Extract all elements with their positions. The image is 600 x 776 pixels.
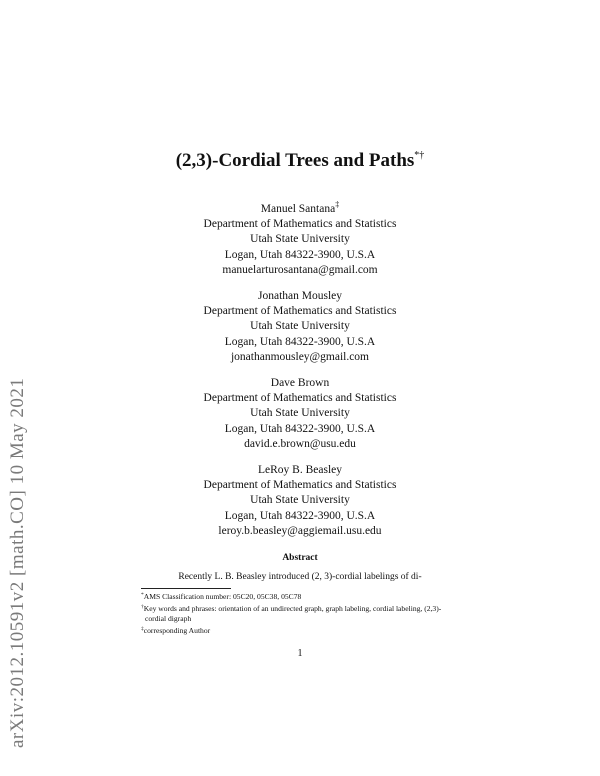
- author-university: Utah State University: [250, 494, 350, 507]
- author-email[interactable]: manuelarturosantana@gmail.com: [222, 263, 378, 276]
- author-email[interactable]: leroy.b.beasley@aggiemail.usu.edu: [218, 524, 382, 537]
- abstract-text: Recently L. B. Beasley introduced (2, 3)-cordial labelings of di-: [178, 572, 422, 582]
- footnote-mark: *: [141, 592, 144, 598]
- author-block-mousley: [0, 289, 600, 365]
- author-name: Manuel Santana: [260, 203, 336, 215]
- author-footnote-mark: ‡: [335, 200, 340, 209]
- author-name: Dave Brown: [270, 377, 330, 390]
- author-block-brown: [0, 376, 600, 452]
- author-name: LeRoy B. Beasley: [258, 464, 342, 477]
- paper-title-text: (2,3)-Cordial Trees and Paths: [175, 150, 415, 171]
- paper-title: [0, 150, 600, 172]
- author-address: Logan, Utah 84322-3900, U.S.A: [224, 335, 376, 348]
- author-email[interactable]: david.e.brown@usu.edu: [244, 437, 356, 450]
- footnote-mark: †: [141, 604, 144, 610]
- footnote-divider: [141, 588, 231, 589]
- author-address: Logan, Utah 84322-3900, U.S.A: [224, 422, 376, 435]
- author-block-santana: [0, 197, 600, 278]
- author-department: Department of Mathematics and Statistics: [203, 305, 397, 318]
- author-department: Department of Mathematics and Statistics: [203, 392, 397, 405]
- author-department: Department of Mathematics and Statistics: [203, 218, 397, 231]
- footnote-text: Key words and phrases: orientation of an undirected graph, graph labeling, cordial labeling, (2,3)-cordial digraph: [143, 604, 442, 623]
- author-university: Utah State University: [250, 407, 350, 420]
- author-name-line: [0, 197, 600, 217]
- footnote-ams: [141, 590, 461, 602]
- footnote-mark: ‡: [141, 626, 144, 632]
- title-footnote-marks: *†: [414, 150, 425, 161]
- author-name: Jonathan Mousley: [257, 290, 342, 303]
- author-list: [0, 197, 600, 550]
- abstract-heading: Abstract: [282, 553, 318, 563]
- author-department: Department of Mathematics and Statistics: [203, 479, 397, 492]
- author-email[interactable]: jonathanmousley@gmail.com: [230, 350, 370, 363]
- page-number: 1: [297, 648, 303, 659]
- footnote-corresponding: [141, 624, 461, 636]
- footnotes: [141, 590, 461, 636]
- author-university: Utah State University: [250, 233, 350, 246]
- author-address: Logan, Utah 84322-3900, U.S.A: [224, 509, 376, 522]
- arxiv-stamp: arXiv:2012.10591v2 [math.CO] 10 May 2021: [7, 377, 28, 748]
- footnote-text: AMS Classification number: 05C20, 05C38, 05C78: [143, 592, 302, 601]
- footnote-text: corresponding Author: [143, 626, 211, 635]
- author-block-beasley: [0, 463, 600, 539]
- author-university: Utah State University: [250, 320, 350, 333]
- author-address: Logan, Utah 84322-3900, U.S.A: [224, 248, 376, 261]
- footnote-keywords: [141, 602, 461, 624]
